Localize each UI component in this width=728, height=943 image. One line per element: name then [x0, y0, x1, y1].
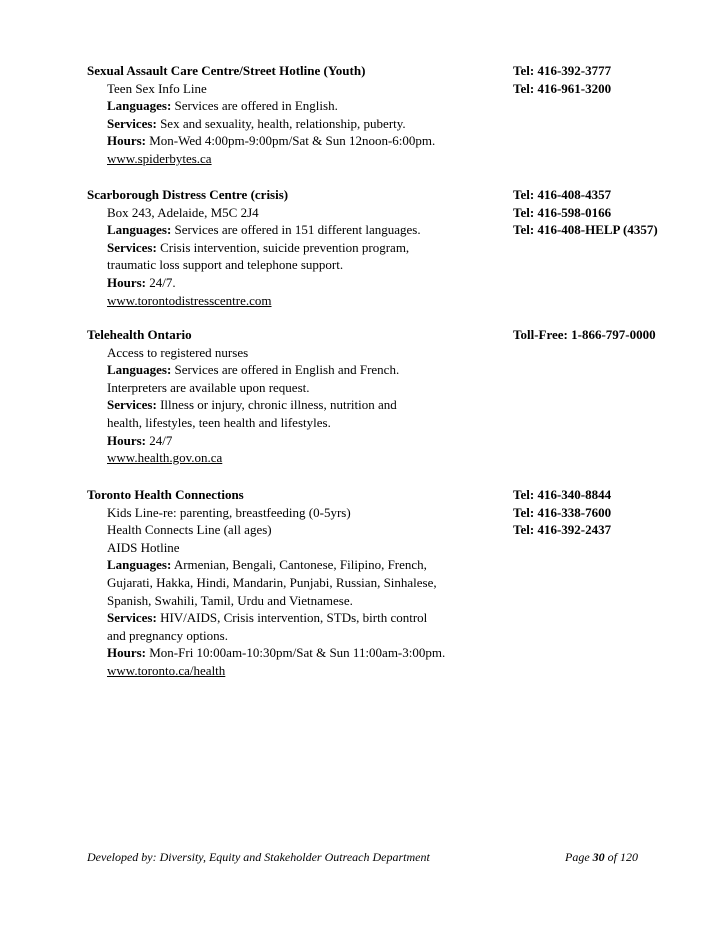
field-label: Hours: [107, 645, 146, 661]
entry-detail-row [87, 449, 677, 467]
entry-title: Sexual Assault Care Centre/Street Hotline (Youth) [87, 63, 366, 78]
field-label: Languages: [107, 362, 172, 378]
entry-detail-row [87, 574, 677, 592]
entry-detail-text: AIDS Hotline [107, 539, 180, 555]
field-value: Illness or injury, chronic illness, nutrition and [156, 397, 397, 413]
entry-detail-row [87, 556, 677, 574]
directory-entry [87, 486, 677, 680]
entry-detail-row [87, 80, 677, 98]
page-suffix: of 120 [604, 850, 638, 864]
field-value: Services are offered in English and French. [171, 362, 400, 378]
entry-detail-text: Health Connects Line (all ages) [107, 522, 272, 538]
phone-number: Tel: 416-408-4357 [513, 187, 612, 202]
entry-detail-row [87, 627, 677, 645]
field-label: Hours: [107, 133, 146, 149]
field-value: Services are offered in English. [171, 98, 338, 114]
field-value: 24/7. [146, 274, 176, 290]
phone-number: Tel: 416-598-0166 [513, 204, 612, 220]
entry-detail-text: and pregnancy options. [107, 627, 228, 643]
field-label: Services: [107, 397, 157, 413]
page-number: 30 [592, 850, 605, 864]
entry-detail-text: Box 243, Adelaide, M5C 2J4 [107, 204, 259, 220]
entry-detail-row [87, 521, 677, 539]
footer-developer-note: Developed by: Diversity, Equity and Stakeholder Outreach Department [87, 850, 430, 864]
phone-number: Toll-Free: 1-866-797-0000 [513, 327, 656, 342]
entry-detail-row [87, 344, 677, 362]
entry-detail-row [87, 396, 677, 414]
field-value: 24/7 [146, 432, 173, 448]
field-label: Services: [107, 115, 157, 131]
entry-detail-row [87, 414, 677, 432]
field-value: Services are offered in 151 different languages. [171, 222, 421, 238]
field-label: Services: [107, 239, 157, 255]
entry-detail-text: Access to registered nurses [107, 344, 249, 360]
entry-detail-row [87, 504, 677, 522]
field-value: Sex and sexuality, health, relationship, puberty. [156, 115, 406, 131]
phone-number: Tel: 416-408-HELP (4357) [513, 222, 658, 238]
entry-detail-row [87, 221, 677, 239]
field-value: HIV/AIDS, Crisis intervention, STDs, birth control [156, 610, 428, 626]
entry-detail-row [87, 539, 677, 557]
field-label: Services: [107, 610, 157, 626]
phone-number: Tel: 416-338-7600 [513, 504, 612, 520]
entry-detail-text: Gujarati, Hakka, Hindi, Mandarin, Punjabi, Russian, Sinhalese, [107, 574, 437, 590]
entry-detail-row [87, 132, 677, 150]
page-counter [565, 849, 638, 865]
entry-header-row [87, 326, 677, 344]
entry-header-row [87, 486, 677, 504]
entry-header-row [87, 62, 677, 80]
phone-number: Tel: 416-961-3200 [513, 80, 612, 96]
entry-detail-text: Teen Sex Info Line [107, 80, 207, 96]
field-label: Languages: [107, 98, 172, 114]
website-link[interactable]: www.toronto.ca/health [107, 662, 226, 678]
field-value: Mon-Fri 10:00am-10:30pm/Sat & Sun 11:00am-3:00pm. [146, 645, 446, 661]
entry-detail-row [87, 662, 677, 680]
field-label: Hours: [107, 432, 146, 448]
phone-number: Tel: 416-340-8844 [513, 487, 612, 502]
entry-detail-row [87, 239, 677, 257]
website-link[interactable]: www.spiderbytes.ca [107, 150, 212, 166]
field-label: Hours: [107, 274, 146, 290]
entry-detail-row [87, 150, 677, 168]
website-link[interactable]: www.health.gov.on.ca [107, 450, 223, 466]
entry-detail-text: traumatic loss support and telephone support. [107, 257, 344, 273]
entry-header-row [87, 186, 677, 204]
field-value: Mon-Wed 4:00pm-9:00pm/Sat & Sun 12noon-6:00pm. [146, 133, 436, 149]
page-prefix: Page [565, 850, 593, 864]
field-value: Crisis intervention, suicide prevention program, [156, 239, 410, 255]
directory-entry [87, 62, 677, 168]
entry-detail-row [87, 361, 677, 379]
entry-detail-row [87, 115, 677, 133]
entry-title: Toronto Health Connections [87, 487, 244, 502]
entry-title: Scarborough Distress Centre (crisis) [87, 187, 289, 202]
entry-detail-row [87, 644, 677, 662]
entry-detail-row [87, 592, 677, 610]
entry-detail-row [87, 256, 677, 274]
entry-detail-row [87, 204, 677, 222]
entry-detail-row [87, 432, 677, 450]
field-value: Armenian, Bengali, Cantonese, Filipino, French, [171, 557, 427, 573]
entry-detail-row [87, 274, 677, 292]
entry-detail-text: Interpreters are available upon request. [107, 379, 310, 395]
phone-number: Tel: 416-392-3777 [513, 63, 612, 78]
entry-detail-row [87, 379, 677, 397]
directory-entry [87, 186, 677, 309]
entry-detail-row [87, 609, 677, 627]
entry-detail-row [87, 97, 677, 115]
entry-detail-text: Kids Line-re: parenting, breastfeeding (0-5yrs) [107, 504, 351, 520]
website-link[interactable]: www.torontodistresscentre.com [107, 292, 272, 308]
entry-title: Telehealth Ontario [87, 327, 192, 342]
field-label: Languages: [107, 557, 172, 573]
entry-detail-text: Spanish, Swahili, Tamil, Urdu and Vietnamese. [107, 592, 353, 608]
phone-number: Tel: 416-392-2437 [513, 522, 612, 538]
entry-detail-text: health, lifestyles, teen health and lifestyles. [107, 414, 331, 430]
field-label: Languages: [107, 222, 172, 238]
directory-entry [87, 326, 677, 467]
page-footer [87, 849, 640, 865]
entry-detail-row [87, 292, 677, 310]
